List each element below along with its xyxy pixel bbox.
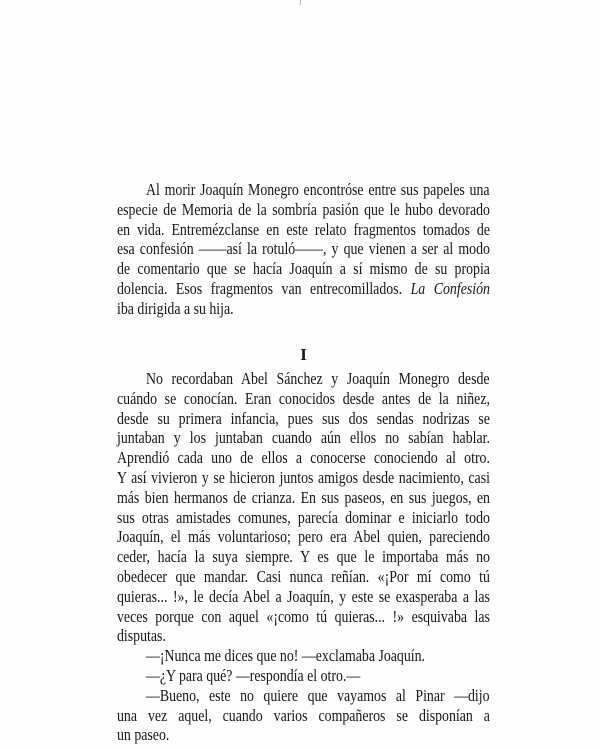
text-line: iba dirigida a su hija. [117,298,234,318]
text-line: obedecer que mandar. Casi nunca reñían. «¡Por mí como tú [117,566,490,586]
text-line: Joaquín, el más voluntarioso; pero era Abel quien, pareciendo [117,527,490,547]
text-line: desde su primera infancia, pues sus dos sendas nodrizas se [117,408,490,428]
text-line: ceder, hacía la suya siempre. Y es que le importaba más no [117,547,490,567]
dialogue-paragraph [117,666,490,686]
text-line: en vida. Entremézclanse en este relato fragmentos tomados de [117,219,490,239]
text-line: Al morir Joaquín Monegro encontróse entre sus papeles una [146,180,490,199]
text-line: más bien hermanos de crianza. En sus paseos, en sus juegos, en [117,487,490,507]
chapter-body [117,369,490,745]
text-line: Aprendió cada uno de ellos a conocerse conociendo al otro. [117,448,490,468]
text-line: veces porque con aquel «¡como tú quieras... !» esquivaba las [117,606,490,626]
text-segment: dolencia. Esos fragmentos van entrecomillados. [117,278,403,298]
text-line: sus otras amistades comunes, parecía dominar e iniciarlo todo [117,507,490,527]
dialogue-paragraph [117,686,490,745]
chapter-heading: I [300,345,307,364]
text-line: un paseo. [117,725,170,745]
text-line: de comentario que se hacía Joaquín a sí mismo de su propia [117,259,490,279]
text-line: juntaban y los juntaban cuando aún ellos no sabían hablar. [117,428,490,448]
paragraph [117,369,490,646]
scan-mark [300,0,301,5]
text-line: cuándo se conocían. Eran conocidos desde antes de la niñez, [117,388,490,408]
text-line: una vez aquel, cuando varios compañeros se disponían a [117,705,490,725]
text-line: quieras... !», le decía Abel a Joaquín, y este se exasperaba a las [117,586,490,606]
text-line: especie de Memoria de la sombría pasión que le hubo devorado [117,199,490,219]
text-line: —¿Y para qué? —respondía el otro.— [146,665,361,685]
intro-paragraph [117,180,490,319]
dialogue-paragraph [117,646,490,666]
text-line: Y así vivieron y se hicieron juntos amigos desde nacimiento, casi [117,467,490,487]
text-line: No recordaban Abel Sánchez y Joaquín Monegro desde [146,369,490,388]
text-line [117,279,490,299]
text-line: esa confesión ——así la rotuló——, y que vienen a ser al modo [117,239,490,259]
text-line: —¡Nunca me dices que no! —exclamaba Joaquín. [146,646,426,666]
text-line: disputas. [117,626,166,646]
text-line: —Bueno, este no quiere que vayamos al Pinar —dijo [146,685,490,705]
italic-book-title: La Confesión [410,278,490,298]
